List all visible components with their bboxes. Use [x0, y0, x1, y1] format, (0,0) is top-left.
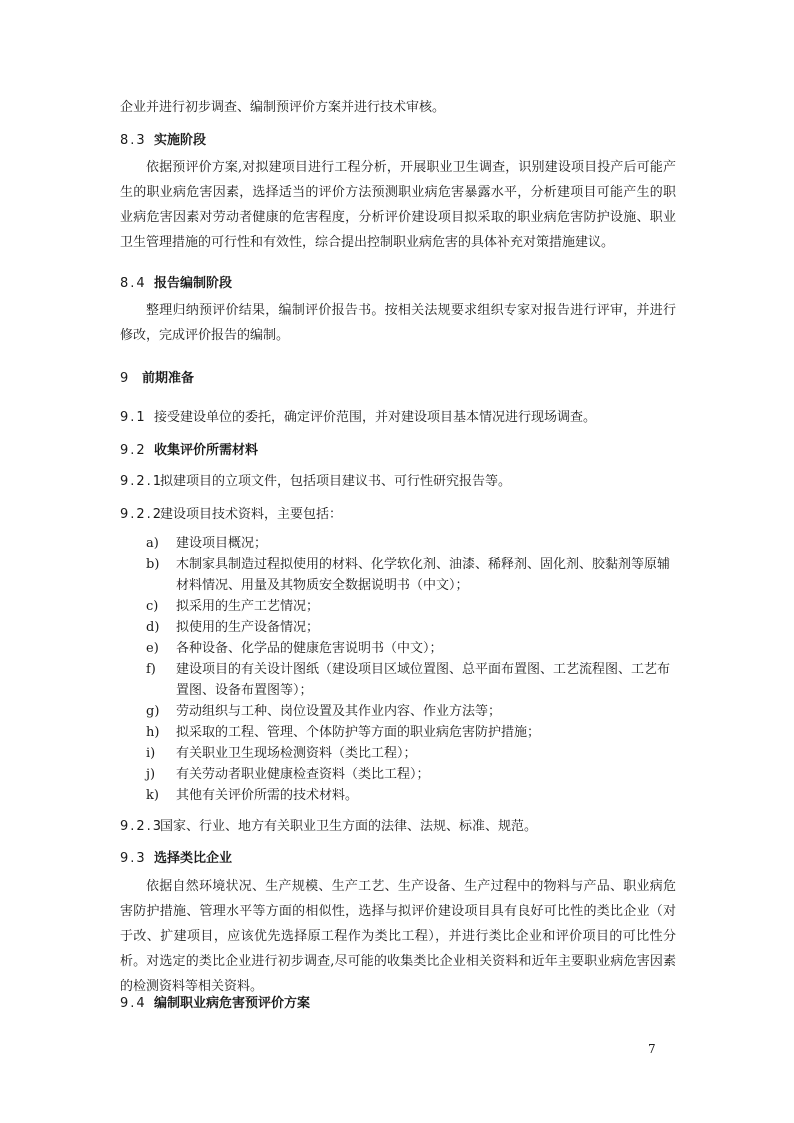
- section-9-2-1: [120, 469, 676, 494]
- section-title: 报告编制阶段: [154, 276, 233, 291]
- list-marker: f): [146, 662, 156, 677]
- list-marker: h): [146, 725, 160, 740]
- section-8-3-heading: [120, 128, 676, 153]
- section-text: 国家、行业、地方有关职业卫生方面的法律、法规、标准、规范。: [160, 819, 538, 834]
- section-title: 选择类比企业: [154, 851, 233, 866]
- section-9-2-heading: [120, 438, 676, 463]
- list-marker: j): [146, 767, 156, 782]
- list-item: [146, 638, 676, 659]
- section-8-4-body: 整理归纳预评价结果，编制评价报告书。按相关法规要求组织专家对报告进行评审，并进行修改，完成评价报告的编制。: [120, 303, 676, 343]
- section-text: 拟建项目的立项文件，包括项目建议书、可行性研究报告等。: [160, 474, 512, 489]
- list-item-text: 有关职业卫生现场检测资料（类比工程）；: [176, 746, 417, 761]
- section-number: 9.2.1: [120, 474, 164, 489]
- list-item: [146, 617, 676, 638]
- section-title: 前期准备: [142, 371, 195, 386]
- section-title: 实施阶段: [154, 133, 207, 148]
- list-item-text: 建设项目的有关设计图纸（建设项目区域位置图、总平面布置图、工艺流程图、工艺布置图、设备布置图等）；: [176, 662, 671, 698]
- list-item-text: 拟采取的工程、管理、个体防护等方面的职业病危害防护措施；: [176, 725, 541, 740]
- section-9-3-body: 依据自然环境状况、生产规模、生产工艺、生产设备、生产过程中的物料与产品、职业病危害防护措施、管理水平等方面的相似性，选择与拟评价建设项目具有良好可比性的类比企业（对于改、扩建项目，应该优先选择原工程作为类比工程），并进行类比企业和评价项目的可比性分析。对选定的类比企业进行初步调查,尽可能的收集类比企业相关资料和近年主要职业病危害因素的检测资料等相关资料。: [120, 879, 676, 994]
- list-marker: i): [146, 746, 156, 761]
- list-item: [146, 596, 676, 617]
- list-item: [146, 701, 676, 722]
- list-marker: k): [146, 788, 159, 803]
- list-item: [146, 764, 676, 785]
- list-item: [146, 722, 676, 743]
- list-item: [146, 554, 676, 596]
- list-marker: a): [146, 536, 159, 551]
- list-item-text: 拟采用的生产工艺情况；: [176, 599, 320, 614]
- section-8-4-heading: [120, 271, 676, 296]
- section-9-4-heading: [120, 991, 676, 1016]
- list-item-text: 其他有关评价所需的技术材料。: [176, 788, 359, 803]
- materials-list: [146, 533, 676, 806]
- section-title: 收集评价所需材料: [154, 443, 259, 458]
- list-item-text: 劳动组织与工种、岗位设置及其作业内容、作业方法等；: [176, 704, 502, 719]
- list-item: [146, 659, 676, 701]
- list-marker: d): [146, 620, 160, 635]
- section-number: 9.2.3: [120, 819, 164, 834]
- section-number: 9: [120, 371, 131, 386]
- page-number: 7: [648, 1042, 656, 1056]
- intro-paragraph: 企业并进行初步调查、编制预评价方案并进行技术审核。: [120, 100, 446, 115]
- section-number: 9.2.2: [120, 507, 164, 522]
- section-9-2-2: [120, 502, 676, 527]
- section-9-3-heading: [120, 846, 676, 871]
- list-item-text: 各种设备、化学品的健康危害说明书（中文）；: [176, 641, 443, 656]
- section-9-heading: [120, 366, 676, 391]
- section-text: 接受建设单位的委托，确定评价范围，并对建设项目基本情况进行现场调查。: [154, 410, 597, 425]
- section-text: 建设项目技术资料，主要包括：: [160, 507, 343, 522]
- list-marker: b): [146, 557, 160, 572]
- section-9-2-3: [120, 814, 676, 839]
- section-number: 9.4: [120, 996, 147, 1011]
- list-marker: e): [146, 641, 159, 656]
- section-number: 8.4: [120, 276, 147, 291]
- list-marker: g): [146, 704, 160, 719]
- list-item-text: 有关劳动者职业健康检查资料（类比工程）；: [176, 767, 430, 782]
- section-8-3-body: 依据预评价方案,对拟建项目进行工程分析，开展职业卫生调查，识别建设项目投产后可能产生的职业病危害因素，选择适当的评价方法预测职业病危害暴露水平，分析建项目可能产生的职业病危害因素对劳动者健康的危害程度，分析评价建设项目拟采取的职业病危害防护设施、职业卫生管理措施的可行性和有效性，综合提出控制职业病危害的具体补充对策措施建议。: [120, 160, 676, 250]
- section-number: 9.1: [120, 410, 147, 425]
- list-item-text: 拟使用的生产设备情况；: [176, 620, 320, 635]
- list-item: [146, 785, 676, 806]
- section-number: 8.3: [120, 133, 147, 148]
- section-number: 9.2: [120, 443, 147, 458]
- list-item-text: 建设项目概况；: [176, 536, 268, 551]
- section-number: 9.3: [120, 851, 147, 866]
- list-item: [146, 533, 676, 554]
- list-marker: c): [146, 599, 159, 614]
- section-9-1: [120, 405, 676, 430]
- list-item: [146, 743, 676, 764]
- list-item-text: 木制家具制造过程拟使用的材料、化学软化剂、油漆、稀释剂、固化剂、胶黏剂等原辅材料情况、用量及其物质安全数据说明书（中文）；: [176, 557, 671, 593]
- section-title: 编制职业病危害预评价方案: [154, 996, 311, 1011]
